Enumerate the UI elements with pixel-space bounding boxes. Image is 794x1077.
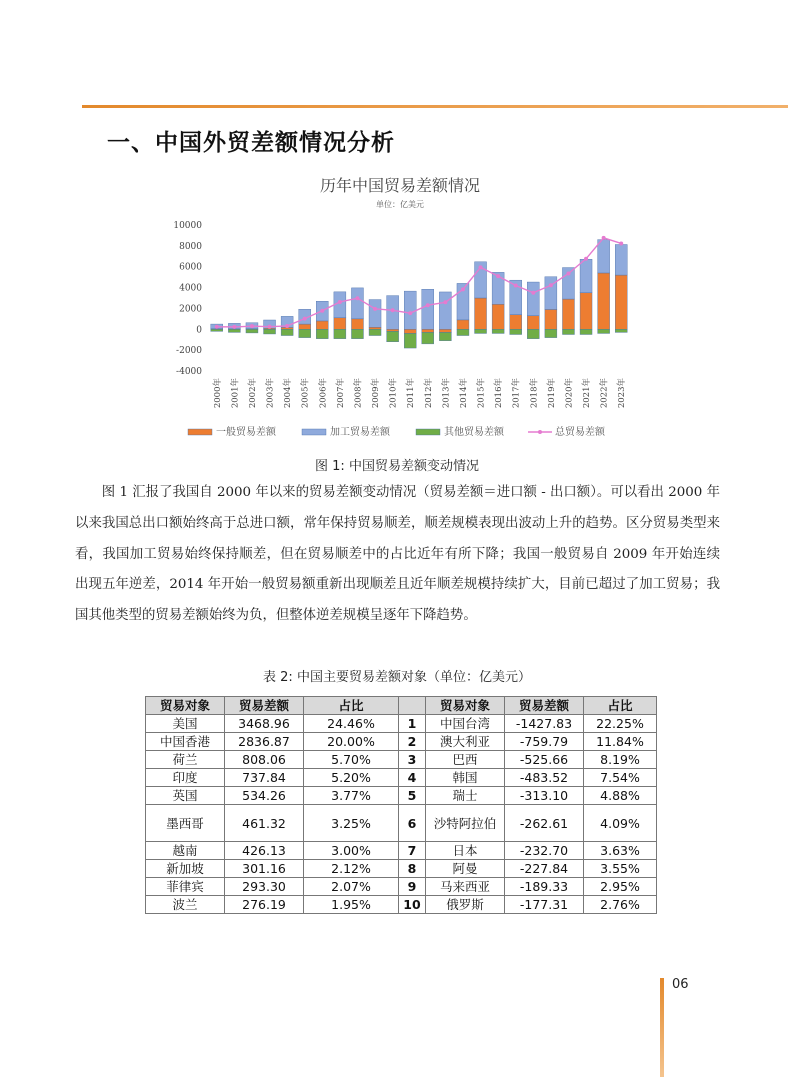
table-cell: 澳大利亚 — [426, 733, 505, 751]
bar-general — [299, 324, 311, 329]
x-tick-label: 2007年 — [335, 378, 346, 409]
bar-processing — [598, 240, 610, 273]
x-tick-label: 2019年 — [546, 378, 557, 409]
total-line — [217, 238, 621, 327]
bar-other — [351, 329, 363, 338]
total-point — [514, 283, 518, 287]
table-cell: 5.20% — [304, 769, 399, 787]
bar-other — [492, 329, 504, 333]
col-header-share: 占比 — [304, 697, 399, 715]
total-point — [584, 257, 588, 261]
table-cell: 中国台湾 — [426, 715, 505, 733]
table-cell: 巴西 — [426, 751, 505, 769]
y-tick-label: 0 — [196, 325, 202, 336]
bar-processing — [615, 245, 627, 276]
bar-general — [439, 329, 451, 332]
table-cell: 2.07% — [304, 878, 399, 896]
table-cell: -759.79 — [505, 733, 584, 751]
legend-label: 一般贸易差额 — [216, 427, 276, 438]
x-tick-label: 2022年 — [599, 378, 610, 409]
table-cell: 5 — [399, 787, 426, 805]
total-point — [232, 325, 236, 329]
x-tick-label: 2011年 — [406, 378, 417, 409]
x-tick-label: 2015年 — [476, 378, 487, 409]
section-heading: 一、中国外贸差额情况分析 — [107, 130, 395, 156]
table-cell: -189.33 — [505, 878, 584, 896]
bar-general — [316, 321, 328, 329]
total-point — [566, 271, 570, 275]
table-cell: 越南 — [146, 842, 225, 860]
x-tick-label: 2018年 — [529, 378, 540, 409]
x-tick-label: 2009年 — [371, 378, 382, 409]
table-cell: 印度 — [146, 769, 225, 787]
total-point — [479, 265, 483, 269]
bar-general — [615, 275, 627, 329]
table-cell: 2.12% — [304, 860, 399, 878]
bar-general — [422, 329, 434, 332]
table-cell: 4.09% — [584, 805, 657, 842]
table-cell: 新加坡 — [146, 860, 225, 878]
total-point — [443, 300, 447, 304]
table-cell: -232.70 — [505, 842, 584, 860]
table-cell: 1 — [399, 715, 426, 733]
table-cell: 中国香港 — [146, 733, 225, 751]
table-cell: 荷兰 — [146, 751, 225, 769]
bar-other — [439, 332, 451, 340]
table-cell: 2.76% — [584, 896, 657, 914]
total-point — [496, 274, 500, 278]
x-tick-label: 2023年 — [617, 378, 628, 409]
x-tick-label: 2003年 — [265, 378, 276, 409]
table-row — [146, 733, 657, 751]
table-cell: 8 — [399, 860, 426, 878]
bar-other — [316, 329, 328, 338]
table-cell: 10 — [399, 896, 426, 914]
table-cell: 3468.96 — [225, 715, 304, 733]
x-tick-label: 2002年 — [247, 378, 258, 409]
total-point — [268, 325, 272, 329]
table-cell: 美国 — [146, 715, 225, 733]
legend-swatch — [188, 429, 212, 435]
col-header-balance-deficit: 贸易差额 — [505, 697, 584, 715]
table-cell: -525.66 — [505, 751, 584, 769]
header-rule — [82, 105, 788, 108]
bar-general — [387, 329, 399, 331]
table-cell: -177.31 — [505, 896, 584, 914]
table-cell: 阿曼 — [426, 860, 505, 878]
table-caption: 表 2: 中国主要贸易差额对象（单位：亿美元） — [263, 670, 531, 685]
legend-swatch — [302, 429, 326, 435]
figure-caption: 图 1: 中国贸易差额变动情况 — [315, 459, 479, 474]
col-header-partner-deficit: 贸易对象 — [426, 697, 505, 715]
total-point — [531, 291, 535, 295]
total-point — [320, 309, 324, 313]
table-cell: 808.06 — [225, 751, 304, 769]
table-row — [146, 842, 657, 860]
bar-other — [562, 329, 574, 334]
bar-other — [422, 332, 434, 343]
total-point — [426, 303, 430, 307]
table-cell: 4.88% — [584, 787, 657, 805]
table-cell: 7 — [399, 842, 426, 860]
bar-processing — [351, 288, 363, 319]
x-tick-label: 2016年 — [494, 378, 505, 409]
table-cell: 沙特阿拉伯 — [426, 805, 505, 842]
table-cell: 3.00% — [304, 842, 399, 860]
table-cell: 瑞士 — [426, 787, 505, 805]
table-cell: 24.46% — [304, 715, 399, 733]
table-cell: 3.25% — [304, 805, 399, 842]
x-tick-label: 2017年 — [511, 378, 522, 409]
x-tick-label: 2021年 — [582, 378, 593, 409]
bar-other — [369, 329, 381, 335]
x-tick-label: 2008年 — [353, 378, 364, 409]
table-cell: 英国 — [146, 787, 225, 805]
trade-balance-chart — [160, 168, 640, 448]
table-row — [146, 878, 657, 896]
bar-other — [228, 329, 240, 332]
col-header-share-deficit: 占比 — [584, 697, 657, 715]
bar-general — [457, 320, 469, 329]
bar-other — [615, 329, 627, 332]
total-point — [303, 317, 307, 321]
y-tick-label: 8000 — [179, 241, 202, 252]
total-point — [338, 300, 342, 304]
bar-other — [510, 329, 522, 334]
table-cell: 马来西亚 — [426, 878, 505, 896]
table-cell: 4 — [399, 769, 426, 787]
x-tick-label: 2014年 — [458, 378, 469, 409]
x-tick-label: 2005年 — [300, 378, 311, 409]
table-cell: 461.32 — [225, 805, 304, 842]
bar-other — [299, 329, 311, 337]
bar-general — [404, 329, 416, 333]
total-point — [250, 324, 254, 328]
bar-other — [211, 329, 223, 331]
table-cell: 1.95% — [304, 896, 399, 914]
table-cell: 3.77% — [304, 787, 399, 805]
table-cell: 737.84 — [225, 769, 304, 787]
bar-general — [545, 309, 557, 329]
bar-other — [545, 329, 557, 337]
total-point — [602, 236, 606, 240]
table-row — [146, 751, 657, 769]
bar-other — [334, 329, 346, 338]
table-cell: 7.54% — [584, 769, 657, 787]
col-header-balance: 贸易差额 — [225, 697, 304, 715]
x-tick-label: 2013年 — [441, 378, 452, 409]
page-number-bar — [660, 978, 664, 1077]
table-row — [146, 769, 657, 787]
bar-other — [475, 329, 487, 333]
bar-other — [580, 329, 592, 334]
bar-other — [404, 333, 416, 348]
total-point — [215, 325, 219, 329]
table-cell: 22.25% — [584, 715, 657, 733]
legend-label: 总贸易差额 — [555, 427, 605, 438]
table-cell: 墨西哥 — [146, 805, 225, 842]
bar-processing — [404, 291, 416, 329]
table-cell: -1427.83 — [505, 715, 584, 733]
bar-processing — [580, 259, 592, 293]
bar-other — [598, 329, 610, 333]
x-tick-label: 2006年 — [318, 378, 329, 409]
total-point — [549, 283, 553, 287]
table-row — [146, 715, 657, 733]
legend-label: 加工贸易差额 — [330, 427, 390, 438]
table-cell: 波兰 — [146, 896, 225, 914]
table-header-row — [146, 697, 657, 715]
bar-general — [334, 318, 346, 329]
chart-subtitle: 单位：亿美元 — [376, 200, 424, 209]
legend-marker — [538, 430, 542, 434]
bar-processing — [439, 292, 451, 329]
table-row — [146, 805, 657, 842]
bar-general — [598, 273, 610, 329]
y-tick-label: 6000 — [179, 262, 202, 273]
bar-general — [492, 304, 504, 329]
table-cell: 2 — [399, 733, 426, 751]
bar-general — [510, 315, 522, 330]
bar-other — [387, 331, 399, 341]
table-row — [146, 860, 657, 878]
table-cell: -483.52 — [505, 769, 584, 787]
x-tick-label: 2004年 — [283, 378, 294, 409]
table-cell: 2836.87 — [225, 733, 304, 751]
y-tick-label: -2000 — [176, 346, 202, 357]
x-tick-label: 2010年 — [388, 378, 399, 409]
y-tick-label: -4000 — [176, 367, 202, 377]
table-cell: 3.55% — [584, 860, 657, 878]
bar-other — [457, 329, 469, 335]
x-tick-label: 2000年 — [212, 378, 223, 409]
total-point — [619, 241, 623, 245]
total-point — [391, 308, 395, 312]
table-cell: 韩国 — [426, 769, 505, 787]
table-cell: -227.84 — [505, 860, 584, 878]
table-cell: 日本 — [426, 842, 505, 860]
table-cell: 293.30 — [225, 878, 304, 896]
y-tick-label: 10000 — [173, 221, 202, 231]
table-cell: 20.00% — [304, 733, 399, 751]
bar-processing — [527, 282, 539, 316]
table-cell: 2.95% — [584, 878, 657, 896]
chart-svg — [160, 168, 640, 448]
bar-other — [281, 329, 293, 335]
total-point — [408, 311, 412, 315]
x-tick-label: 2012年 — [423, 378, 434, 409]
table-cell: 426.13 — [225, 842, 304, 860]
bar-other — [527, 329, 539, 338]
bar-general — [580, 293, 592, 330]
bar-processing — [422, 289, 434, 329]
chart-title: 历年中国贸易差额情况 — [319, 176, 481, 195]
table-row — [146, 896, 657, 914]
bar-processing — [369, 300, 381, 328]
bar-general — [562, 299, 574, 329]
table-cell: 9 — [399, 878, 426, 896]
table-cell: 俄罗斯 — [426, 896, 505, 914]
bar-general — [527, 316, 539, 330]
analysis-paragraph: 图 1 汇报了我国自 2000 年以来的贸易差额变动情况（贸易差额＝进口额 - 出口额）。可以看出 2000 年以来我国总出口额始终高于总进口额，常年保持贸易顺差，顺差规模表现出波动上升的趋势。区分贸易类型来看，我国加工贸易始终保持顺差，但在贸易顺差中的占比近年有所下降；我国一般贸易自 2009 年开始连续出现五年逆差，2014 年开始一般贸易额重新出现顺差且近年顺差规模持续扩大，目前已超过了加工贸易；我国其他类型的贸易差额始终为负，但整体逆差规模呈逐年下降趋势。 — [75, 485, 720, 624]
col-header-rank — [399, 697, 426, 715]
table-cell: -262.61 — [505, 805, 584, 842]
legend-label: 其他贸易差额 — [444, 427, 504, 438]
total-point — [355, 296, 359, 300]
x-tick-label: 2001年 — [230, 378, 241, 409]
table-cell: 8.19% — [584, 751, 657, 769]
bar-other — [246, 329, 258, 333]
bar-processing — [387, 296, 399, 330]
bar-other — [264, 329, 276, 334]
page-number: 06 — [672, 977, 689, 992]
table-cell: 6 — [399, 805, 426, 842]
bar-general — [351, 319, 363, 329]
total-point — [285, 324, 289, 328]
table-row — [146, 787, 657, 805]
y-tick-label: 2000 — [179, 304, 202, 315]
bar-general — [369, 327, 381, 329]
bar-general — [475, 298, 487, 329]
table-cell: 菲律宾 — [146, 878, 225, 896]
table-cell: 301.16 — [225, 860, 304, 878]
table-cell: 276.19 — [225, 896, 304, 914]
table-cell: 534.26 — [225, 787, 304, 805]
trade-partners-table — [145, 696, 657, 914]
total-point — [461, 287, 465, 291]
table-cell: 3 — [399, 751, 426, 769]
total-point — [373, 307, 377, 311]
y-tick-label: 4000 — [179, 283, 202, 294]
col-header-partner: 贸易对象 — [146, 697, 225, 715]
x-tick-label: 2020年 — [564, 378, 575, 409]
legend-swatch — [416, 429, 440, 435]
table-cell: 5.70% — [304, 751, 399, 769]
table-cell: -313.10 — [505, 787, 584, 805]
table-cell: 3.63% — [584, 842, 657, 860]
table-cell: 11.84% — [584, 733, 657, 751]
